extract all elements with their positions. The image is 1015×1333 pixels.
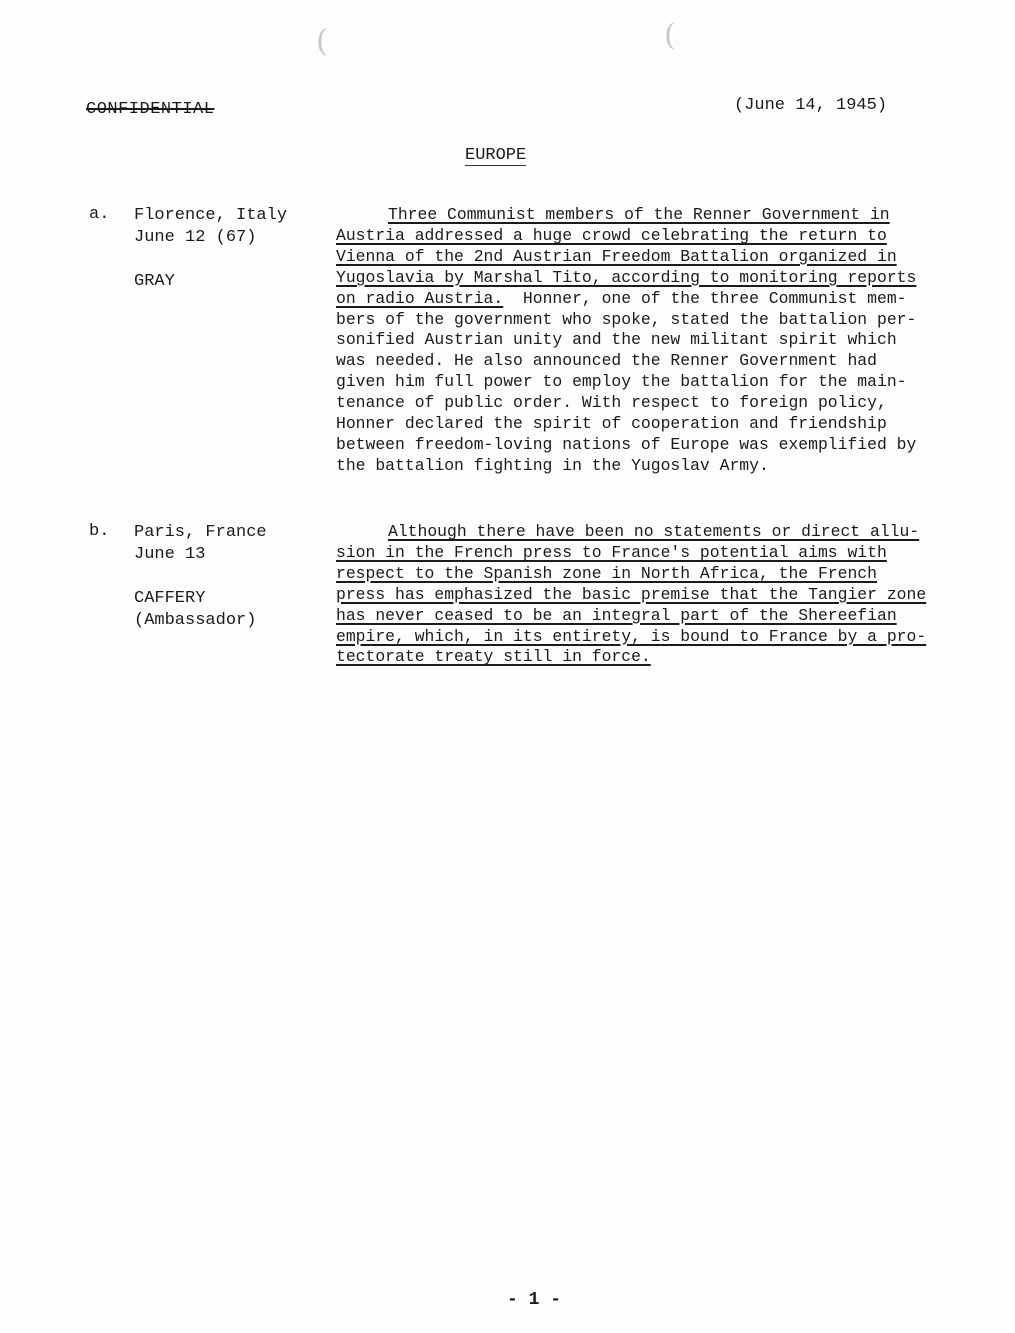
entry-date: June 12 (67)	[134, 228, 257, 247]
body-line: press has emphasized the basic premise that the Tangier zone	[336, 584, 927, 604]
body-line: empire, which, in its entirety, is bound to France by a pro-	[336, 626, 927, 646]
entry-location: Paris, France	[134, 523, 267, 542]
entry-body	[336, 205, 976, 477]
body-line: bers of the government who spoke, stated the battalion per-	[336, 309, 917, 329]
body-line: tectorate treaty still in force.	[336, 647, 651, 667]
body-fragment: Honner, one of the three Communist mem-	[522, 288, 907, 308]
body-line: sonified Austrian unity and the new militant spirit which	[336, 330, 897, 350]
body-line: sion in the French press to France's potential aims with	[336, 542, 887, 562]
body-line: Although there have been no statements or direct allu-	[388, 522, 920, 541]
page-number: - 1 -	[507, 1290, 562, 1310]
entry-source: CAFFERY	[134, 589, 206, 608]
body-line: respect to the Spanish zone in North Africa, the French	[336, 563, 877, 583]
entry-meta	[134, 205, 324, 293]
entry-meta	[134, 522, 324, 632]
body-line: has never ceased to be an integral part of the Shereefian	[336, 605, 897, 625]
body-line: the battalion fighting in the Yugoslav Army.	[336, 455, 769, 475]
body-line: given him full power to employ the battalion for the main-	[336, 372, 907, 392]
body-line: Three Communist members of the Renner Government in	[388, 205, 890, 224]
entry-source: GRAY	[134, 272, 175, 291]
section-title: EUROPE	[465, 146, 527, 165]
entry-body	[336, 522, 976, 668]
body-line: Austria addressed a huge crowd celebrating the return to	[336, 225, 887, 245]
scan-hole-mark-left: (	[316, 24, 328, 59]
body-fragment: on radio Austria.	[336, 288, 504, 308]
scan-hole-mark-right: (	[664, 18, 676, 53]
entry-letter: a.	[89, 205, 110, 224]
body-line: Yugoslavia by Marshal Tito, according to monitoring reports	[336, 267, 917, 287]
entry-location: Florence, Italy	[134, 206, 288, 225]
entry-source-note: (Ambassador)	[134, 611, 257, 630]
body-line: between freedom-loving nations of Europe was exemplified by	[336, 434, 917, 454]
body-line: was needed. He also announced the Renner Government had	[336, 351, 877, 371]
entry-date: June 13	[134, 545, 206, 564]
body-line: Vienna of the 2nd Austrian Freedom Battalion organized in	[336, 246, 897, 266]
body-line: Honner declared the spirit of cooperation and friendship	[336, 414, 887, 434]
document-date: (June 14, 1945)	[734, 96, 888, 115]
entry-letter: b.	[89, 522, 110, 541]
body-line-mixed	[336, 289, 976, 310]
classification-stamp: CONFIDENTIAL	[86, 100, 215, 119]
body-line: tenance of public order. With respect to foreign policy,	[336, 393, 887, 413]
